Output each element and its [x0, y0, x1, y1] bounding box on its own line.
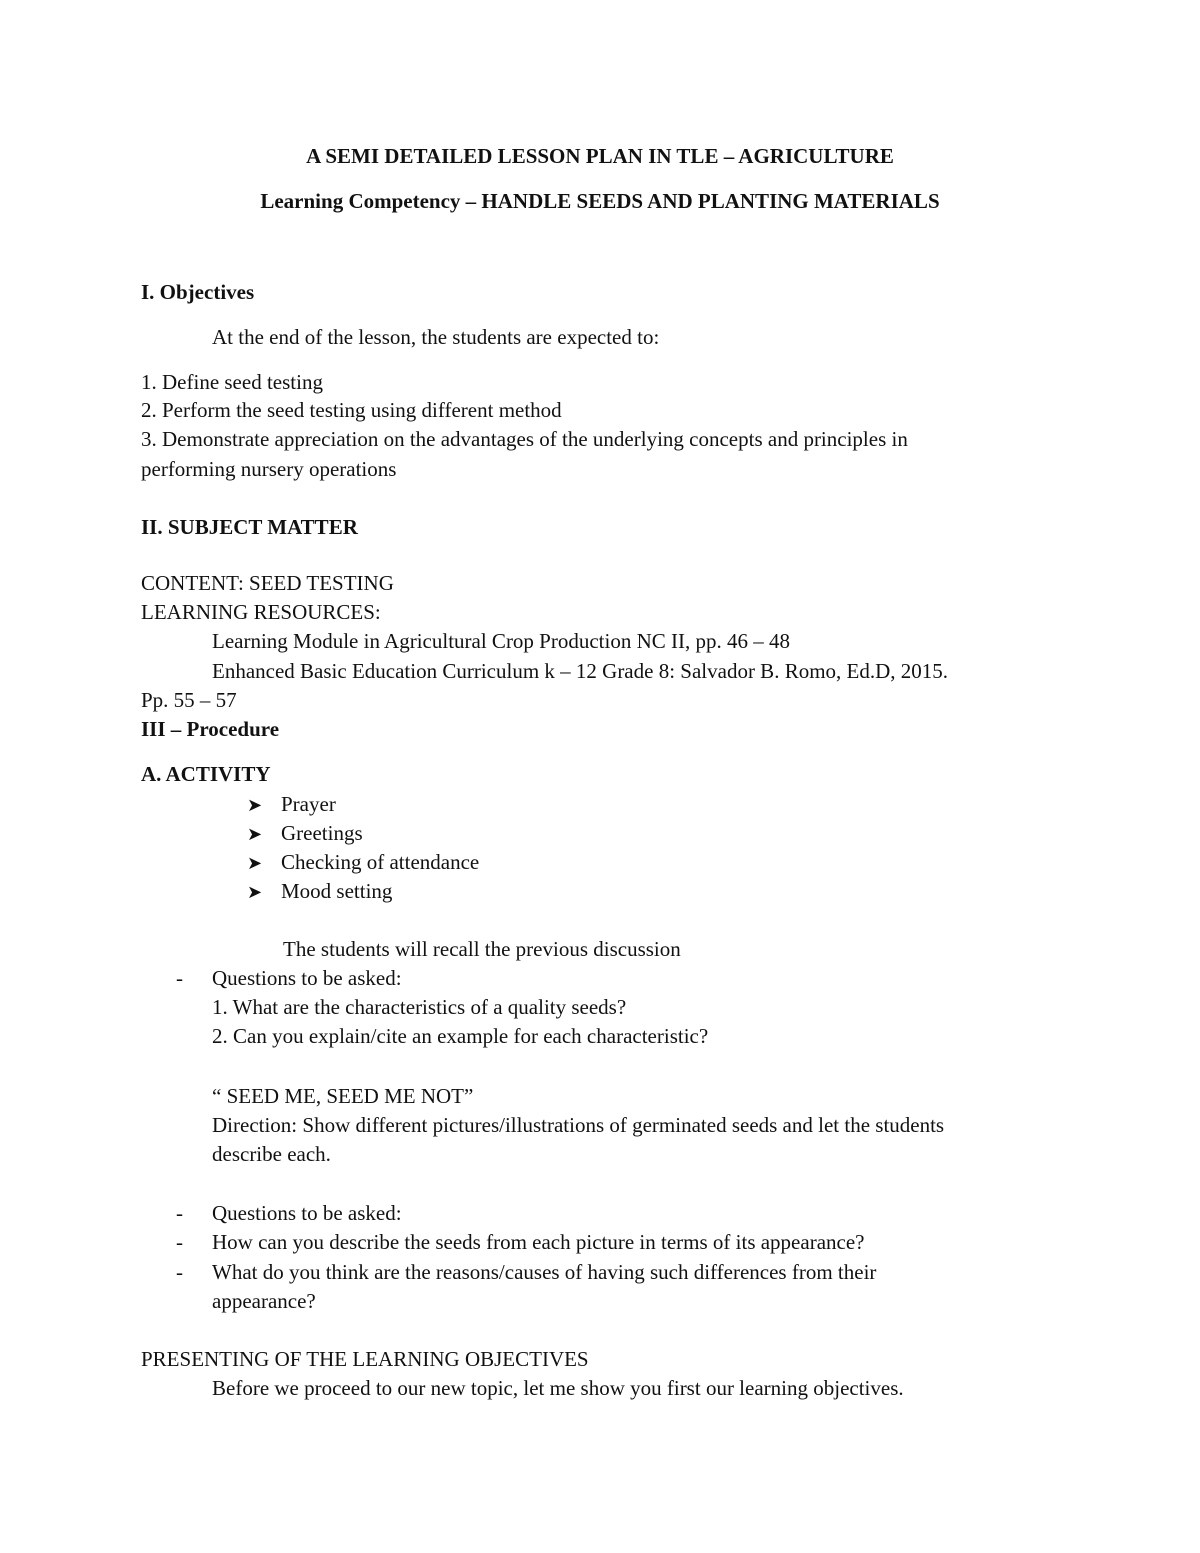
list-item	[247, 881, 392, 902]
list-item	[247, 852, 479, 873]
procedure-heading: III – Procedure	[141, 717, 280, 741]
document-title: A SEMI DETAILED LESSON PLAN IN TLE – AGRICULTURE	[306, 144, 894, 168]
dash-marker: -	[176, 966, 183, 990]
arrowhead-bullet-icon: ➤	[247, 853, 263, 873]
question-3: How can you describe the seeds from each picture in terms of its appearance?	[212, 1230, 865, 1254]
arrowhead-bullet-icon: ➤	[247, 795, 263, 815]
resource-1: Learning Module in Agricultural Crop Production NC II, pp. 46 – 48	[212, 629, 791, 653]
question-4-continued: appearance?	[212, 1289, 316, 1313]
bullet-text: Mood setting	[281, 879, 393, 903]
questions-label: Questions to be asked:	[212, 1201, 402, 1225]
arrowhead-bullet-icon: ➤	[247, 882, 263, 902]
list-item	[247, 794, 336, 815]
dash-marker: -	[176, 1201, 183, 1225]
objective-item-2: 2. Perform the seed testing using different method	[141, 398, 562, 422]
content-line: CONTENT: SEED TESTING	[141, 571, 394, 595]
recall-text: The students will recall the previous discussion	[283, 937, 681, 961]
dash-marker: -	[176, 1230, 183, 1254]
subject-matter-heading: II. SUBJECT MATTER	[141, 515, 358, 539]
bullet-text: Checking of attendance	[281, 850, 480, 874]
bullet-text: Greetings	[281, 821, 363, 845]
arrowhead-bullet-icon: ➤	[247, 824, 263, 844]
objectives-heading: I. Objectives	[141, 280, 255, 304]
resource-2-pages: Pp. 55 – 57	[141, 688, 237, 712]
activity-heading: A. ACTIVITY	[141, 762, 271, 786]
objectives-intro: At the end of the lesson, the students are expected to:	[212, 325, 660, 349]
learning-competency: Learning Competency – HANDLE SEEDS AND PLANTING MATERIALS	[260, 189, 940, 213]
bullet-text: Prayer	[281, 792, 336, 816]
question-1: 1. What are the characteristics of a quality seeds?	[212, 995, 627, 1019]
direction-text: Direction: Show different pictures/illustrations of germinated seeds and let the students	[212, 1113, 945, 1137]
question-2: 2. Can you explain/cite an example for each characteristic?	[212, 1024, 709, 1048]
list-item	[247, 823, 363, 844]
question-4: What do you think are the reasons/causes of having such differences from their	[212, 1260, 877, 1284]
objective-item-1: 1. Define seed testing	[141, 370, 323, 394]
learning-resources-label: LEARNING RESOURCES:	[141, 600, 381, 624]
objective-item-3: 3. Demonstrate appreciation on the advantages of the underlying concepts and principles in	[141, 427, 908, 451]
game-title: “ SEED ME, SEED ME NOT”	[212, 1084, 474, 1108]
resource-2: Enhanced Basic Education Curriculum k – 12 Grade 8: Salvador B. Romo, Ed.D, 2015.	[212, 659, 949, 683]
presenting-heading: PRESENTING OF THE LEARNING OBJECTIVES	[141, 1347, 589, 1371]
presenting-text: Before we proceed to our new topic, let me show you first our learning objectives.	[212, 1376, 904, 1400]
dash-marker: -	[176, 1260, 183, 1284]
questions-label: Questions to be asked:	[212, 966, 402, 990]
direction-text-continued: describe each.	[212, 1142, 331, 1166]
objective-item-3-continued: performing nursery operations	[141, 457, 397, 481]
